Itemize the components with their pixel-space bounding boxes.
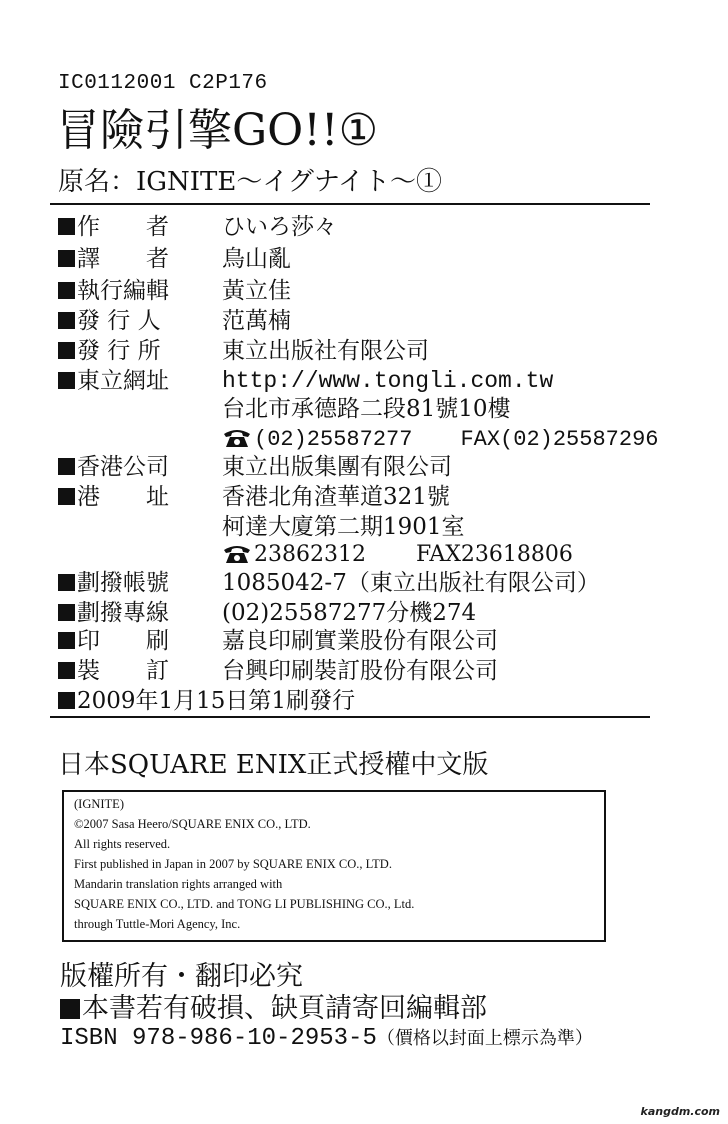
credit-label: 東立網址 [77,368,169,394]
credit-label: 劃撥帳號 [77,570,169,596]
copyright-box [62,790,606,942]
credit-row-giro-line [58,598,477,628]
tongli-address: 台北市承德路二段81號10樓 [222,396,511,422]
credit-value: 東立出版社有限公司 [222,338,429,364]
price-note: （價格以封面上標示為準） [376,1028,593,1049]
bullet-square [58,282,75,299]
credit-value: ひいろ莎々 [222,214,337,240]
divider-top [50,203,650,205]
rights-notice: 版權所有・翻印必究 [60,961,303,992]
bullet-square [58,574,75,591]
hk-address-2: 柯達大廈第二期1901室 [222,514,465,540]
copyright-line: ©2007 Sasa Heero/SQUARE ENIX CO., LTD. [74,817,311,831]
credit-value: 東立出版集團有限公司 [222,454,452,480]
hk-fax: FAX23618806 [415,542,573,567]
book-title: 冒險引擎GO!!① [56,105,379,156]
bullet-square [58,342,75,359]
telephone-icon [222,544,252,564]
website-url: http://www.tongli.com.tw [222,368,554,394]
credit-row-publisher [58,306,291,336]
copyright-line: SQUARE ENIX CO., LTD. and TONG LI PUBLISHING CO., Ltd. [74,897,415,911]
bullet-square [58,312,75,329]
divider-bottom [50,716,650,718]
print-date-row [58,686,355,716]
credit-label: 發 行 人 [77,308,161,334]
credit-label: 執行編輯 [77,278,169,304]
bullet-square [58,458,75,475]
copyright-line: through Tuttle-Mori Agency, Inc. [74,917,241,931]
tongli-phone: (02)25587277 [254,427,413,452]
product-code: IC0112001 C2P176 [58,72,268,95]
isbn: ISBN 978-986-10-2953-5 [60,1025,377,1052]
damage-notice-row [60,986,487,1025]
copyright-line: First published in Japan in 2007 by SQUARE ENIX CO., LTD. [74,857,392,871]
copyright-line: All rights reserved. [74,837,171,851]
credit-label: 香港公司 [77,454,169,480]
copyright-line: Mandarin translation rights arranged with [74,877,283,891]
credit-row-binder [58,656,498,686]
bullet-square [58,662,75,679]
credit-label: 劃撥專線 [77,600,169,626]
bullet-square [58,218,75,235]
credit-label: 發 行 所 [77,338,161,364]
bullet-square [58,488,75,505]
credit-value: 黃立佳 [222,278,291,304]
credit-value: 范萬楠 [222,308,291,334]
credit-label: 印 刷 [77,628,169,654]
bullet-square [58,604,75,621]
bullet-square [58,250,75,267]
damage-notice: 本書若有破損、缺頁請寄回編輯部 [82,993,487,1024]
isbn-row [60,1022,593,1052]
telephone-icon [222,428,252,448]
copyright-line: (IGNITE) [74,797,124,811]
authorization-statement: 日本SQUARE ENIX正式授權中文版 [58,750,489,780]
watermark: kangdm.com [640,1105,720,1118]
credit-value: 嘉良印刷實業股份有限公司 [222,628,498,654]
bullet-square [58,692,75,709]
credit-label: 譯 者 [77,246,169,272]
credit-row-printer [58,626,498,656]
credit-value: (02)25587277分機274 [222,600,477,626]
bullet-square [58,372,75,389]
bullet-square [58,632,75,649]
credit-row-hk-company [58,452,452,482]
credit-row-translator [58,244,291,274]
credit-row-editor [58,276,291,306]
credit-row-giro-account [58,568,600,598]
credit-value: 台興印刷裝訂股份有限公司 [222,658,498,684]
credit-label: 裝 訂 [77,658,169,684]
credit-value: 鳥山亂 [222,246,291,272]
credit-label: 港 址 [77,484,169,510]
tongli-fax: FAX(02)25587296 [460,427,659,452]
credit-row-hk-address [58,482,450,512]
original-title: 原名：IGNITE～イグナイト～① [58,167,443,197]
tongli-contact [222,424,658,454]
hk-phone: 23862312 [254,542,366,567]
credit-label: 作 者 [77,214,169,240]
bullet-square [60,999,80,1019]
print-date: 2009年1月15日第1刷發行 [77,688,356,714]
credit-row-publishing-house [58,336,429,366]
credit-value: 香港北角渣華道321號 [222,484,450,510]
hk-contact [222,540,573,570]
credit-value: 1085042-7（東立出版社有限公司） [222,570,600,596]
credit-row-author [58,212,337,242]
credit-row-website [58,366,554,396]
